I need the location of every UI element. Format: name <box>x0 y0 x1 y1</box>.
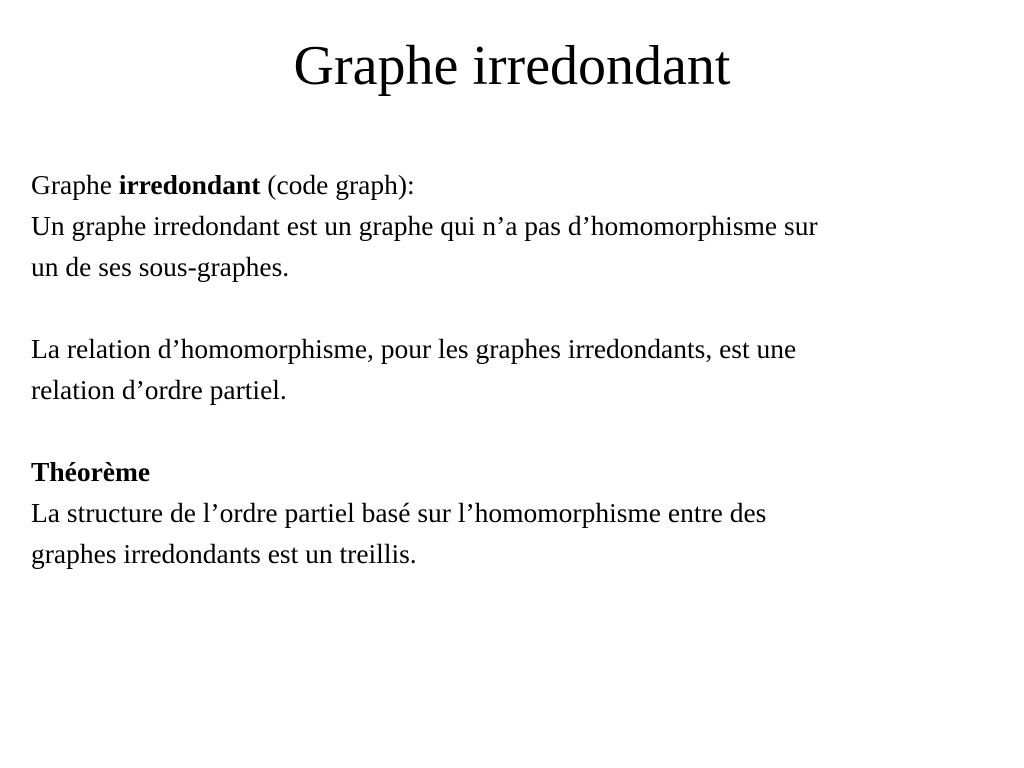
definition-term-bold: irredondant <box>118 169 261 200</box>
slide-title: Graphe irredondant <box>293 35 731 97</box>
slide-body <box>31 164 1016 574</box>
definition-line-1: Un graphe irredondant est un graphe qui n’a pas d’homomorphisme sur <box>31 210 818 241</box>
definition-heading <box>31 164 1016 205</box>
theorem-line-1: La structure de l’ordre partiel basé sur l’homomorphisme entre des <box>31 497 767 528</box>
definition-term-prefix: Graphe <box>31 169 119 200</box>
theorem-heading <box>31 451 1016 492</box>
relation-line-2: relation d’ordre partiel. <box>31 374 287 405</box>
paragraph-spacer <box>31 410 1016 451</box>
theorem-heading-text: Théorème <box>31 456 151 487</box>
theorem-line-2: graphes irredondants est un treillis. <box>31 538 417 569</box>
definition-term-suffix: (code graph): <box>260 169 415 200</box>
definition-line-2: un de ses sous-graphes. <box>31 251 290 282</box>
paragraph-spacer <box>31 287 1016 328</box>
relation-line-1: La relation d’homomorphisme, pour les graphes irredondants, est une <box>31 333 797 364</box>
